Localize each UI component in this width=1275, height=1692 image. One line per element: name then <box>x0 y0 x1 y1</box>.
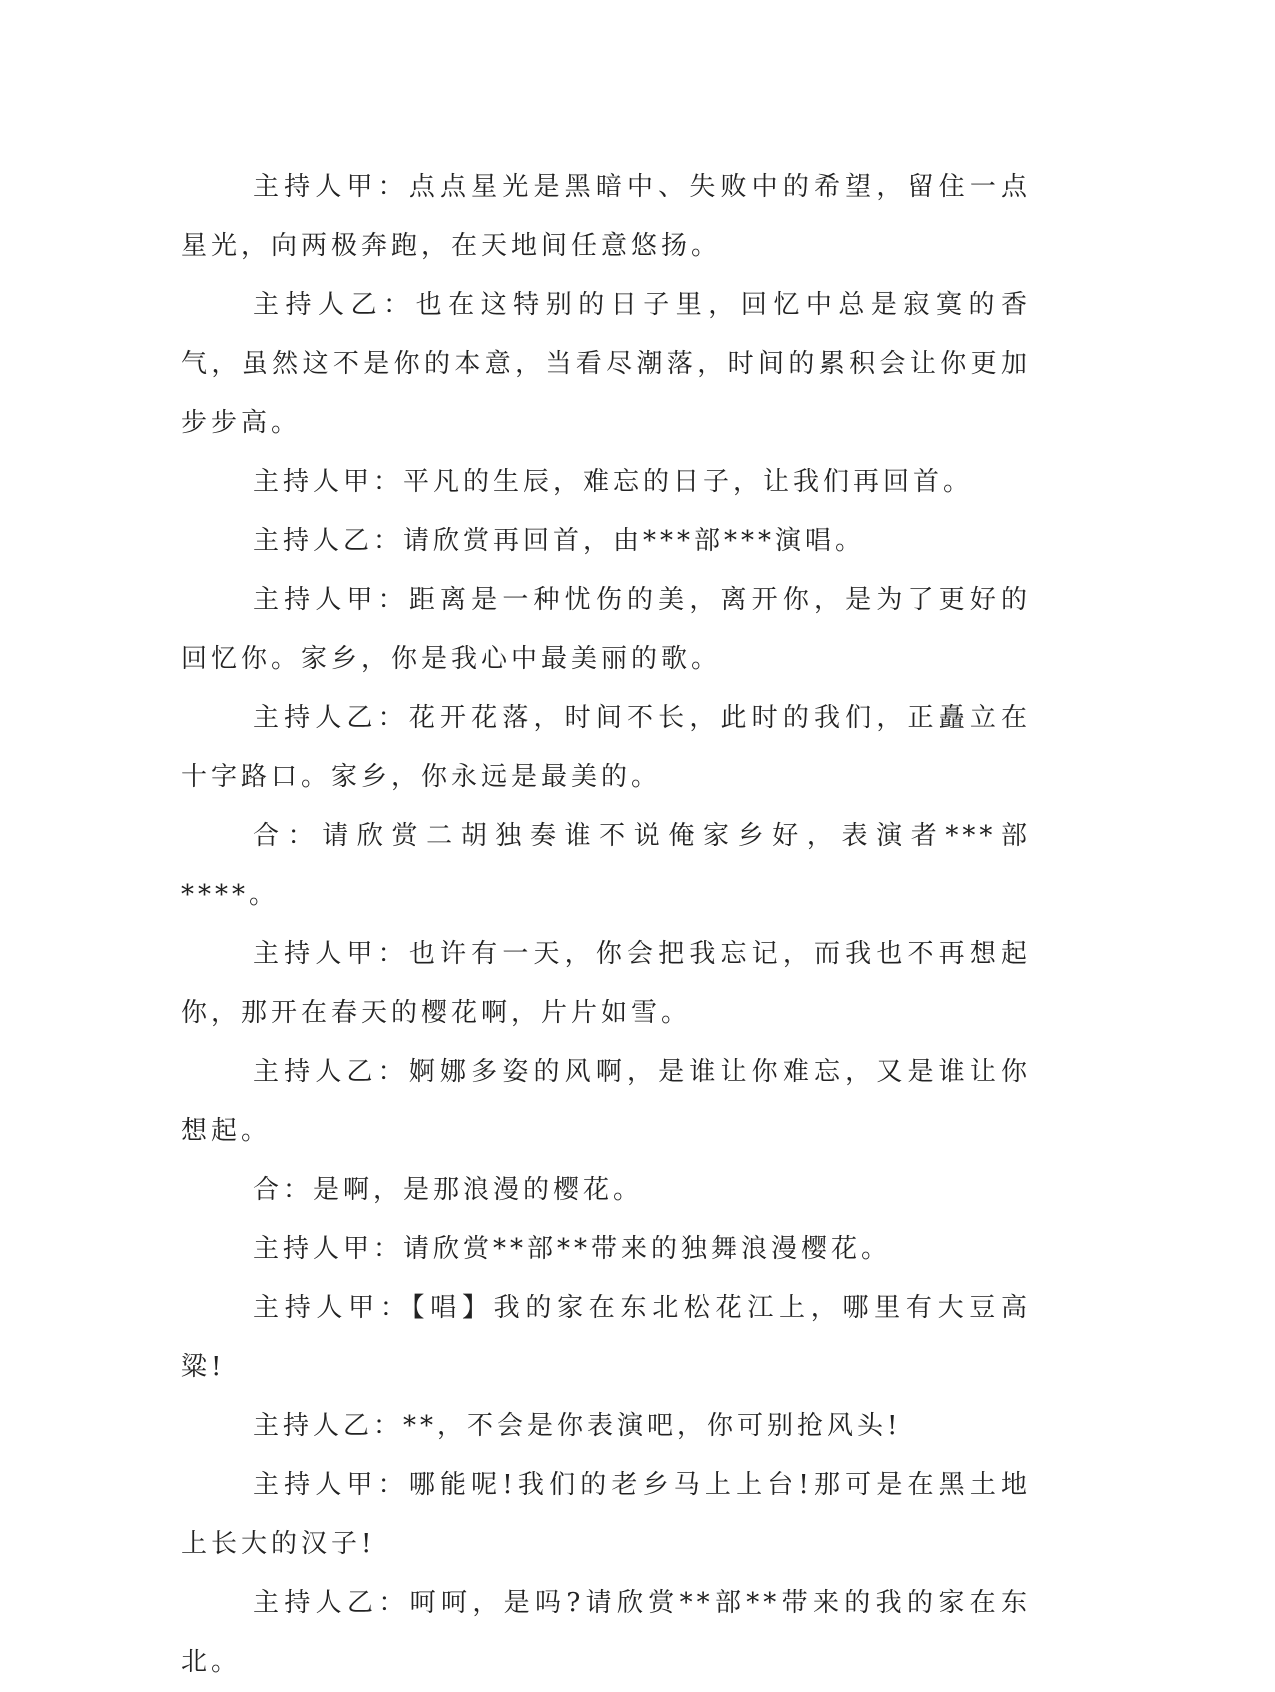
paragraph: 主持人甲：平凡的生辰，难忘的日子，让我们再回首。 <box>253 467 974 497</box>
paragraph: 合：是啊，是那浪漫的樱花。 <box>253 1175 644 1205</box>
paragraph: 主持人甲：哪能呢!我们的老乡马上上台!那可是在黑土地上长大的汉子! <box>181 1470 1031 1559</box>
paragraph: 主持人甲：点点星光是黑暗中、失败中的希望，留住一点星光，向两极奔跑，在天地间任意悠扬。 <box>181 172 1031 261</box>
paragraph: 主持人乙：花开花落，时间不长，此时的我们，正矗立在十字路口。家乡，你永远是最美的。 <box>181 703 1031 792</box>
paragraph: 主持人甲：距离是一种忧伤的美，离开你，是为了更好的回忆你。家乡，你是我心中最美丽的歌。 <box>181 585 1031 674</box>
paragraph: 主持人乙：也在这特别的日子里，回忆中总是寂寞的香气，虽然这不是你的本意，当看尽潮落，时间的累积会让你更加步步高。 <box>181 290 1031 438</box>
paragraph: 主持人乙：婀娜多姿的风啊，是谁让你难忘，又是谁让你想起。 <box>181 1057 1031 1146</box>
paragraph: 主持人甲：也许有一天，你会把我忘记，而我也不再想起你，那开在春天的樱花啊，片片如雪。 <box>181 939 1031 1028</box>
document-body <box>181 158 1031 1692</box>
paragraph: 主持人甲：请欣赏**部**带来的独舞浪漫樱花。 <box>253 1234 892 1264</box>
paragraph: 主持人乙：呵呵，是吗?请欣赏**部**带来的我的家在东北。 <box>181 1588 1031 1677</box>
paragraph: 合：请欣赏二胡独奏谁不说俺家乡好，表演者***部****。 <box>181 821 1031 910</box>
paragraph: 主持人乙：**，不会是你表演吧，你可别抢风头! <box>253 1411 902 1441</box>
paragraph: 主持人乙：请欣赏再回首，由***部***演唱。 <box>253 526 866 556</box>
paragraph: 主持人甲：【唱】我的家在东北松花江上，哪里有大豆高粱! <box>181 1293 1031 1382</box>
